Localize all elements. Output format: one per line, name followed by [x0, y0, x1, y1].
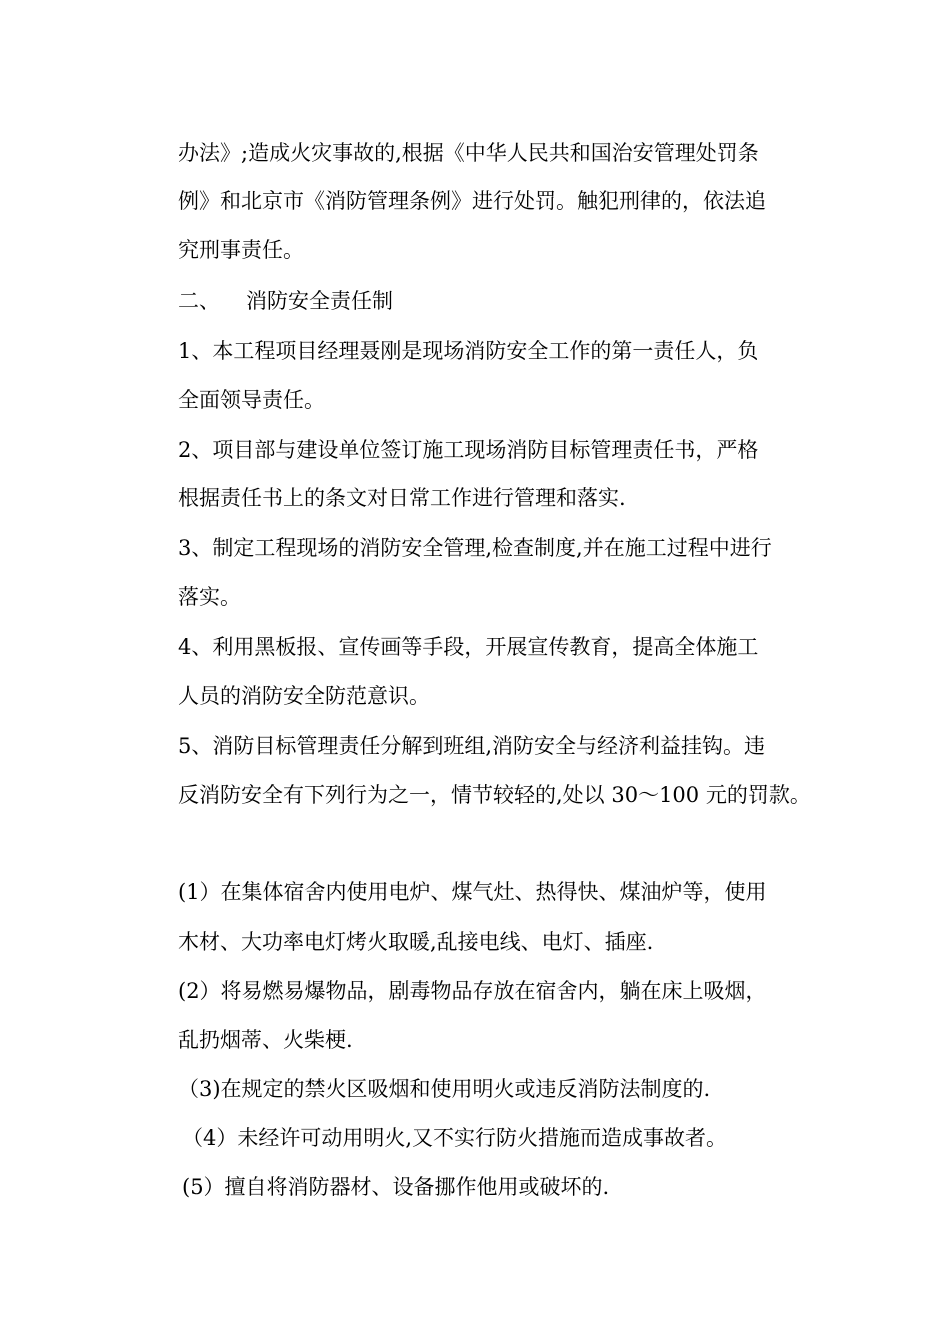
section-heading-number: 二、 [178, 289, 220, 313]
section-heading-title: 消防安全责任制 [246, 289, 393, 313]
list-item-line: （4）未经许可动用明火,又不实行防火措施而造成事故者。 [182, 1126, 728, 1150]
paragraph-line: 根据责任书上的条文对日常工作进行管理和落实. [178, 486, 626, 510]
paragraph-line: 4、利用黑板报、宣传画等手段，开展宣传教育，提高全体施工 [178, 635, 759, 659]
list-item-line: 乱扔烟蒂、火柴梗. [178, 1028, 353, 1052]
paragraph-line: 人员的消防安全防范意识。 [178, 684, 430, 708]
paragraph-line: 全面领导责任。 [178, 388, 325, 412]
list-item-line: (5）擅自将消防器材、设备挪作他用或破坏的. [182, 1175, 610, 1199]
paragraph-line: 2、项目部与建设单位签订施工现场消防目标管理责任书，严格 [178, 438, 759, 462]
paragraph-line: 例》和北京市《消防管理条例》进行处罚。触犯刑律的，依法追 [178, 189, 766, 213]
paragraph-line: 反消防安全有下列行为之一，情节较轻的,处以 30～100 元的罚款。 [178, 783, 811, 807]
paragraph-line: 5、消防目标管理责任分解到班组,消防安全与经济利益挂钩。违 [178, 734, 766, 758]
list-item-line: 木材、大功率电灯烤火取暖,乱接电线、电灯、插座. [178, 930, 654, 954]
list-item-line: (1）在集体宿舍内使用电炉、煤气灶、热得快、煤油炉等，使用 [178, 880, 767, 904]
paragraph-line: 落实。 [178, 585, 241, 609]
paragraph-line: 1、本工程项目经理聂刚是现场消防安全工作的第一责任人，负 [178, 339, 759, 363]
list-item-line: （3)在规定的禁火区吸烟和使用明火或违反消防法制度的. [178, 1077, 711, 1101]
paragraph-line: 3、制定工程现场的消防安全管理,检查制度,并在施工过程中进行 [178, 536, 772, 560]
list-item-line: (2）将易燃易爆物品，剧毒物品存放在宿舍内，躺在床上吸烟， [178, 979, 767, 1003]
paragraph-line: 办法》;造成火灾事故的,根据《中华人民共和国治安管理处罚条 [178, 141, 759, 165]
section-heading [178, 288, 393, 314]
paragraph-line: 究刑事责任。 [178, 238, 304, 262]
